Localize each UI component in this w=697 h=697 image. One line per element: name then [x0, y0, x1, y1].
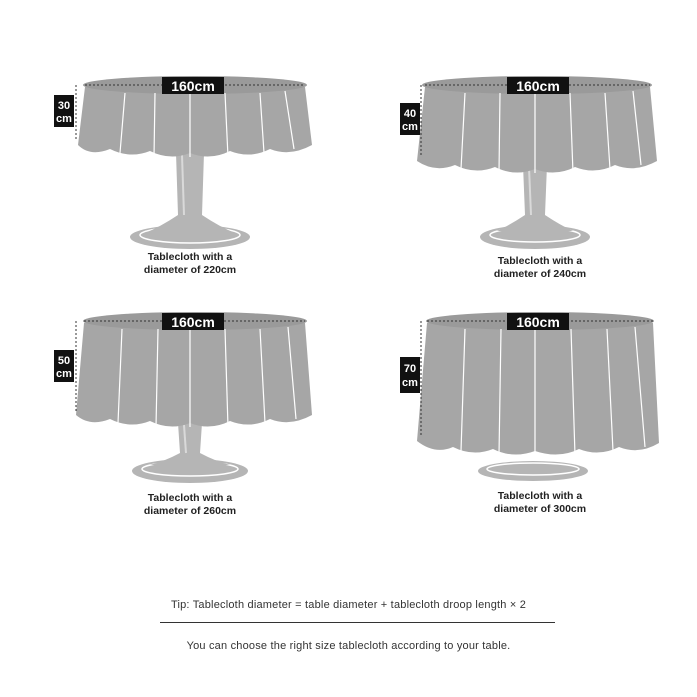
- width-badge: [162, 77, 224, 94]
- divider: [160, 622, 555, 623]
- panel-300: [395, 303, 685, 488]
- caption-line2: diameter of 220cm: [143, 264, 237, 276]
- size-note: You can choose the right size tablecloth according to your table.: [186, 640, 511, 652]
- width-badge: [507, 77, 569, 94]
- droop-indicator: [54, 85, 76, 140]
- formula-tip: Tip: Tablecloth diameter = table diameter + tablecloth droop length × 2: [170, 599, 527, 611]
- caption-line1: Tablecloth with a: [497, 255, 583, 267]
- droop-number: 40: [403, 108, 417, 120]
- width-label: 160cm: [516, 314, 560, 330]
- caption-line2: diameter of 300cm: [493, 503, 587, 515]
- panel-240: [395, 65, 685, 265]
- droop-indicator: [400, 321, 421, 437]
- width-label: 160cm: [516, 78, 560, 94]
- table-pedestal: [478, 461, 588, 481]
- width-label: 160cm: [171, 314, 215, 330]
- panel-220-caption: [90, 251, 290, 277]
- caption-line2: diameter of 260cm: [143, 505, 237, 517]
- width-label: 160cm: [171, 78, 215, 94]
- droop-unit: cm: [56, 368, 72, 380]
- droop-unit: cm: [56, 113, 72, 125]
- panel-300-caption: [440, 490, 640, 516]
- droop-number: 30: [57, 100, 71, 112]
- droop-number: 70: [403, 363, 417, 375]
- droop-unit: cm: [402, 121, 418, 133]
- caption-line1: Tablecloth with a: [147, 251, 233, 263]
- width-badge: [162, 313, 224, 330]
- caption-line1: Tablecloth with a: [497, 490, 583, 502]
- panel-260: [50, 303, 340, 488]
- tablecloth: [417, 312, 659, 455]
- caption-line2: diameter of 240cm: [493, 268, 587, 280]
- width-badge: [507, 313, 569, 330]
- panel-220: [50, 65, 340, 265]
- droop-indicator: [400, 85, 421, 157]
- panel-260-caption: [90, 492, 290, 518]
- droop-unit: cm: [402, 377, 418, 389]
- caption-line1: Tablecloth with a: [147, 492, 233, 504]
- table-pedestal: [132, 423, 248, 483]
- panel-240-caption: [440, 255, 640, 281]
- droop-number: 50: [57, 355, 71, 367]
- table-pedestal: [480, 165, 590, 249]
- table-pedestal: [130, 153, 250, 249]
- droop-indicator: [54, 321, 76, 411]
